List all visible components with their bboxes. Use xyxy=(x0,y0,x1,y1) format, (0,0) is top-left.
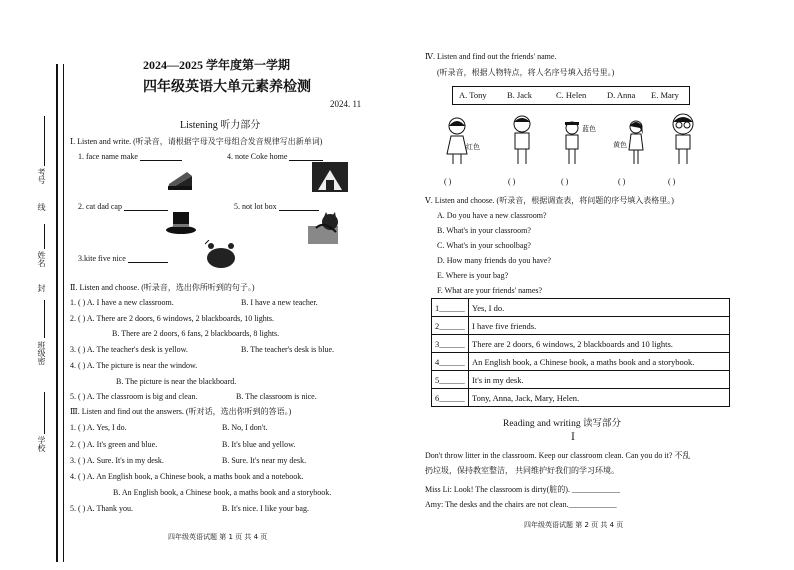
survey-table xyxy=(431,298,730,407)
sec3-q4a[interactable]: 4. ( ) A. An English book, a Chinese book, a maths book and a notebook. xyxy=(70,472,304,481)
sec3-q2b[interactable]: B. It's blue and yellow. xyxy=(222,440,296,449)
sec1-row3-left xyxy=(78,253,168,263)
main-title: 四年级英语大单元素养检测 xyxy=(143,79,311,95)
sec2-q3b[interactable]: B. The teacher's desk is blue. xyxy=(241,345,335,354)
sec1-q1-blank[interactable] xyxy=(140,151,182,161)
sec2-q5a[interactable]: 5. ( ) A. The classroom is big and clean. xyxy=(70,392,198,401)
sec1-row1-left xyxy=(78,151,182,161)
sec5-title: Ⅴ. Listen and choose. (听录音，根据调查表，将问题的序号填入表格里。) xyxy=(425,196,674,205)
sec3-q2a[interactable]: 2. ( ) A. It's green and blue. xyxy=(70,440,158,449)
sec2-q3a[interactable]: 3. ( ) A. The teacher's desk is yellow. xyxy=(70,345,188,354)
sec4-title: Ⅳ. Listen and find out the friends' name. xyxy=(425,52,557,61)
binding-line-inner xyxy=(63,64,64,562)
name-option-a: A. Tony xyxy=(459,90,487,100)
sec2-title: Ⅱ. Listen and choose. (听录音，选出你所听到的句子。) xyxy=(70,283,255,292)
sec3-title: Ⅲ. Listen and find out the answers. (听对话，选出你听到的答语。) xyxy=(70,407,292,416)
sec2-q4b[interactable]: B. The picture is near the blackboard. xyxy=(116,377,237,386)
table-row xyxy=(432,335,730,353)
sec1-q5-words: 5. not lot box xyxy=(234,202,277,211)
name-options-box xyxy=(452,86,690,105)
table-answer-cell: An English book, a Chinese book, a maths book and a storybook. xyxy=(469,353,730,371)
table-num-cell[interactable]: 4______ xyxy=(432,353,469,371)
name-option-c: C. Helen xyxy=(556,90,587,100)
table-num-cell[interactable]: 6______ xyxy=(432,389,469,407)
sec3-q4b[interactable]: B. An English book, a Chinese book, a maths book and a storybook. xyxy=(113,488,332,497)
sec3-q1a[interactable]: 1. ( ) A. Yes, I do. xyxy=(70,423,127,432)
passage-line-3[interactable]: Miss Li: Look! The classroom is dirty(脏的). ____________ xyxy=(425,485,620,494)
sec3-q5a[interactable]: 5. ( ) A. Thank you. xyxy=(70,504,133,513)
sec1-row2-right xyxy=(234,201,319,211)
sec2-q1b[interactable]: B. I have a new teacher. xyxy=(241,298,318,307)
table-row xyxy=(432,389,730,407)
sec1-q2-words: 2. cat dad cap xyxy=(78,202,122,211)
name-label: 姓名 xyxy=(37,251,46,267)
table-row xyxy=(432,353,730,371)
sec1-q3-blank[interactable] xyxy=(128,253,168,263)
kite-image xyxy=(201,240,237,270)
cat-box-image xyxy=(306,212,346,246)
exam-number-blank[interactable] xyxy=(44,116,45,166)
exam-date: 2024. 11 xyxy=(330,99,362,109)
sec2-q2b[interactable]: B. There are 2 doors, 6 fans, 2 blackboards, 8 lights. xyxy=(112,329,280,338)
hat-image xyxy=(165,210,197,236)
table-answer-cell: Yes, I do. xyxy=(469,299,730,317)
figure-boy-2 xyxy=(562,120,582,166)
sec5-question-b: B. What's in your classroom? xyxy=(437,226,531,235)
sec5-question-a: A. Do you have a new classroom? xyxy=(437,211,547,220)
sec5-question-d: D. How many friends do you have? xyxy=(437,256,551,265)
sec2-q1a[interactable]: 1. ( ) A. I have a new classroom. xyxy=(70,298,174,307)
right-footer: 四年级英语试题 第 2 页 共 4 页 xyxy=(524,521,624,529)
table-row xyxy=(432,371,730,389)
answer-bracket-2[interactable]: ( ) xyxy=(508,177,516,186)
sec1-q4-words: 4. note Coke home xyxy=(227,152,288,161)
figure-girl-1 xyxy=(445,116,471,166)
table-row xyxy=(432,299,730,317)
name-blank[interactable] xyxy=(44,224,45,249)
year-title: 2024—2025 学年度第一学期 xyxy=(143,58,291,72)
class-blank[interactable] xyxy=(44,300,45,338)
sec1-q2-blank[interactable] xyxy=(124,201,168,211)
table-num-cell[interactable]: 5______ xyxy=(432,371,469,389)
color-tag-blue: 蓝色 xyxy=(582,125,596,133)
table-answer-cell: There are 2 doors, 6 windows, 2 blackboards and 10 lights. xyxy=(469,335,730,353)
name-option-b: B. Jack xyxy=(507,90,533,100)
answer-bracket-3[interactable]: ( ) xyxy=(561,177,569,186)
sec1-q1-words: 1. face name make xyxy=(78,152,138,161)
passage-line-1: Don't throw litter in the classroom. Keep our classroom clean. Can you do it? 不乱 xyxy=(425,451,691,460)
sec1-row1-right xyxy=(227,151,323,161)
sec2-q2a[interactable]: 2. ( ) A. There are 2 doors, 6 windows, 2 blackboards, 10 lights. xyxy=(70,314,275,323)
reading-header: Reading and writing 读写部分 xyxy=(503,419,621,429)
answer-bracket-4[interactable]: ( ) xyxy=(618,177,626,186)
cake-image xyxy=(165,164,195,194)
color-tag-red: 红色 xyxy=(466,143,480,151)
name-option-e: E. Mary xyxy=(651,90,679,100)
sec5-question-e: E. Where is your bag? xyxy=(437,271,509,280)
figure-boy-glasses xyxy=(670,112,696,166)
table-answer-cell: Tony, Anna, Jack, Mary, Helen. xyxy=(469,389,730,407)
seal-label: 封 xyxy=(37,284,46,292)
sec1-row2-left xyxy=(78,201,168,211)
sec3-q5b[interactable]: B. It's nice. I like your bag. xyxy=(222,504,309,513)
sec1-title: Ⅰ. Listen and write. (听录音，请根据字母及字母组合发音规律写出新单词) xyxy=(70,137,323,146)
binding-line-outer xyxy=(56,64,58,562)
class-label: 班级 xyxy=(37,341,46,357)
table-answer-cell: It's in my desk. xyxy=(469,371,730,389)
table-num-cell[interactable]: 2______ xyxy=(432,317,469,335)
answer-bracket-5[interactable]: ( ) xyxy=(668,177,676,186)
sec1-q4-blank[interactable] xyxy=(289,151,323,161)
sec3-q3b[interactable]: B. Sure. It's near my desk. xyxy=(222,456,307,465)
line-label: 线 xyxy=(37,203,46,211)
sec2-q4a[interactable]: 4. ( ) A. The picture is near the window. xyxy=(70,361,198,370)
part-one-numeral: Ⅰ xyxy=(571,432,575,443)
table-num-cell[interactable]: 3______ xyxy=(432,335,469,353)
school-label: 学校 xyxy=(37,436,46,452)
sec5-question-f: F. What are your friends' names? xyxy=(437,286,543,295)
listening-header: Listening 听力部分 xyxy=(180,120,261,131)
left-footer: 四年级英语试题 第 1 页 共 4 页 xyxy=(168,533,268,541)
sec4-subtitle: (听录音，根据人物特点，将人名序号填入括号里。) xyxy=(437,68,615,77)
passage-line-4[interactable]: Amy: The desks and the chairs are not clean.____________ xyxy=(425,500,617,509)
secret-label: 密 xyxy=(37,357,46,365)
table-row xyxy=(432,317,730,335)
figure-boy-1 xyxy=(510,114,534,166)
school-blank[interactable] xyxy=(44,392,45,434)
name-option-d: D. Anna xyxy=(607,90,636,100)
sec2-q5b[interactable]: B. The classroom is nice. xyxy=(236,392,317,401)
color-tag-yellow: 黄色 xyxy=(613,141,627,149)
figure-girl-2 xyxy=(626,118,646,166)
sec3-q3a[interactable]: 3. ( ) A. Sure. It's in my desk. xyxy=(70,456,164,465)
passage-line-2: 扔垃圾，保持教室整洁， 共同维护好我们的学习环境。 xyxy=(425,466,619,475)
table-answer-cell: I have five friends. xyxy=(469,317,730,335)
sec3-q1b[interactable]: B. No, I don't. xyxy=(222,423,268,432)
table-num-cell[interactable]: 1______ xyxy=(432,299,469,317)
answer-bracket-1[interactable]: ( ) xyxy=(444,177,452,186)
sec5-question-c: C. What's in your schoolbag? xyxy=(437,241,531,250)
sec1-q5-blank[interactable] xyxy=(279,201,319,211)
sec1-q3-words: 3.kite five nice xyxy=(78,254,126,263)
exam-number-label: 考号 xyxy=(37,168,46,184)
house-image xyxy=(312,162,348,192)
